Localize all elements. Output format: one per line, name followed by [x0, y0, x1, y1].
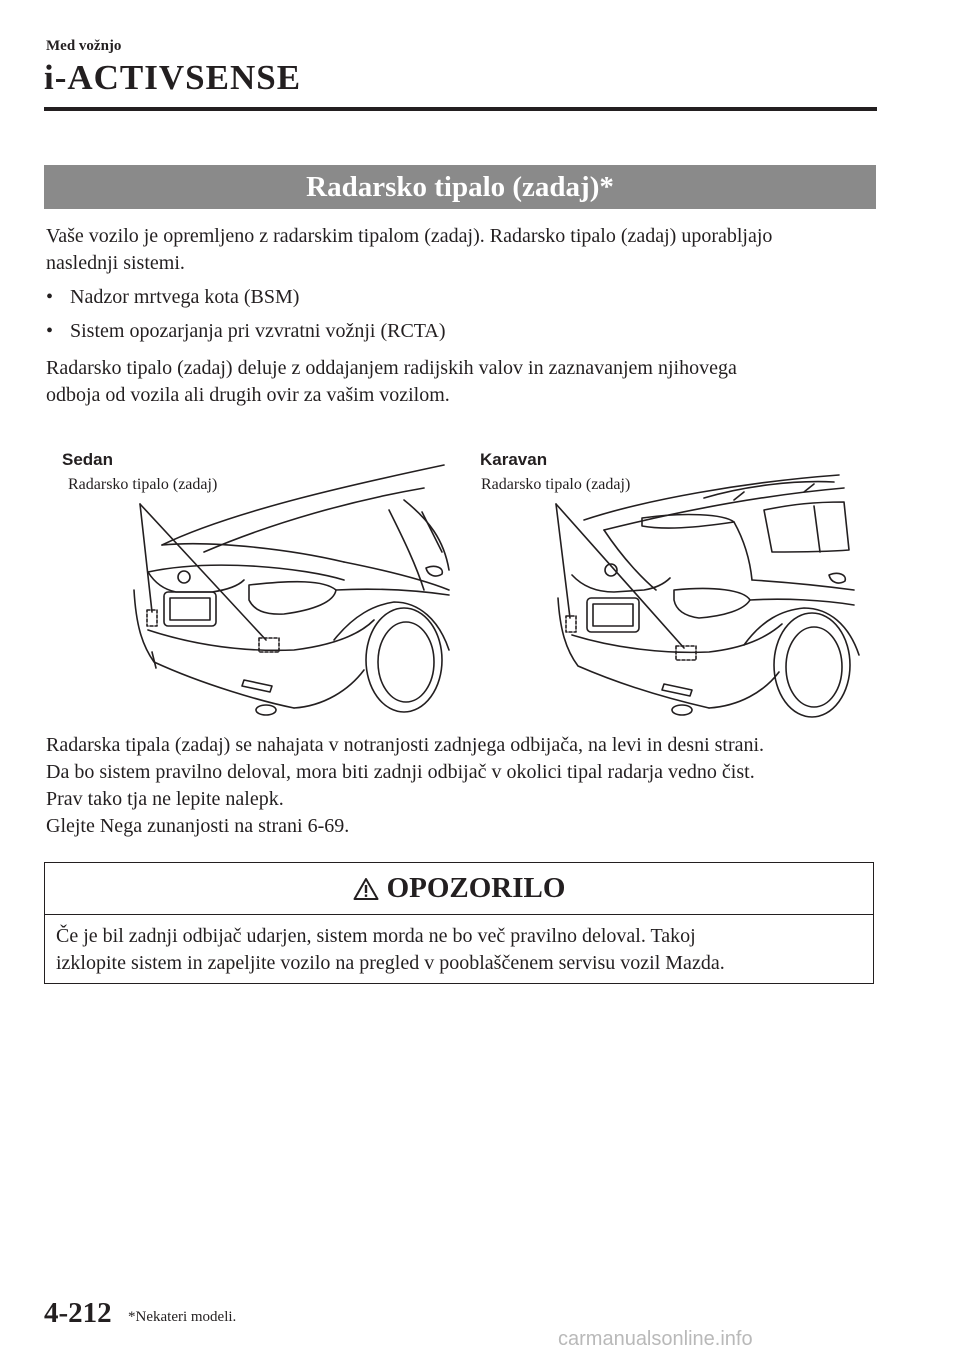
- footnote: *Nekateri modeli.: [128, 1309, 237, 1325]
- description-line: odboja od vozila ali drugih ovir za vašim vozilom.: [46, 384, 450, 406]
- chapter-title: i-ACTIVSENSE: [44, 58, 302, 97]
- location-line: Glejte Nega zunanjosti na strani 6-69.: [46, 815, 350, 837]
- intro-line: naslednji sistemi.: [46, 252, 185, 274]
- warning-title: OPOZORILO: [386, 872, 566, 904]
- bullet-text: Sistem opozarjanja pri vzvratni vožnji (RCTA): [70, 320, 446, 342]
- header-rule: [44, 107, 877, 111]
- location-paragraph: [46, 732, 876, 840]
- watermark: carmanualsonline.info: [558, 1328, 753, 1350]
- location-line: Radarska tipala (zadaj) se nahajata v notranjosti zadnjega odbijača, na levi in desni strani.: [46, 734, 765, 756]
- location-line: Prav tako tja ne lepite nalepk.: [46, 788, 284, 810]
- warning-header: [45, 863, 873, 915]
- sedan-label: Sedan: [62, 450, 114, 469]
- section-title: Radarsko tipalo (zadaj)*: [44, 165, 876, 209]
- warning-triangle-icon: [353, 877, 379, 901]
- karavan-drawing: [556, 475, 859, 717]
- location-line: Da bo sistem pravilno deloval, mora biti zadnji odbijač v okolici tipal radarja vedno čist.: [46, 761, 755, 783]
- sedan-drawing: [134, 465, 449, 715]
- karavan-sensor-callout: Radarsko tipalo (zadaj): [481, 476, 631, 493]
- warning-line: Če je bil zadnji odbijač udarjen, sistem morda ne bo več pravilno deloval. Takoj: [56, 925, 696, 947]
- bullet-item: [46, 284, 299, 311]
- warning-line: izklopite sistem in zapeljite vozilo na pregled v pooblaščenem servisu vozil Mazda.: [56, 952, 725, 974]
- chapter-label: Med vožnjo: [46, 38, 122, 54]
- sedan-sensor-callout: Radarsko tipalo (zadaj): [68, 476, 218, 493]
- warning-body: [45, 915, 873, 977]
- description-line: Radarsko tipalo (zadaj) deluje z oddajanjem radijskih valov in zaznavanjem njihovega: [46, 357, 737, 379]
- warning-box: [44, 862, 874, 984]
- karavan-label: Karavan: [480, 450, 548, 469]
- description-paragraph: [46, 355, 876, 409]
- intro-line: Vaše vozilo je opremljeno z radarskim tipalom (zadaj). Radarsko tipalo (zadaj) uporabljajo: [46, 225, 773, 247]
- bullet-dot: •: [46, 286, 54, 308]
- page-number: 4-212: [44, 1297, 112, 1329]
- bullet-dot: •: [46, 320, 54, 342]
- bullet-text: Nadzor mrtvega kota (BSM): [70, 286, 300, 308]
- bullet-item: [46, 318, 446, 345]
- intro-paragraph: [46, 223, 876, 277]
